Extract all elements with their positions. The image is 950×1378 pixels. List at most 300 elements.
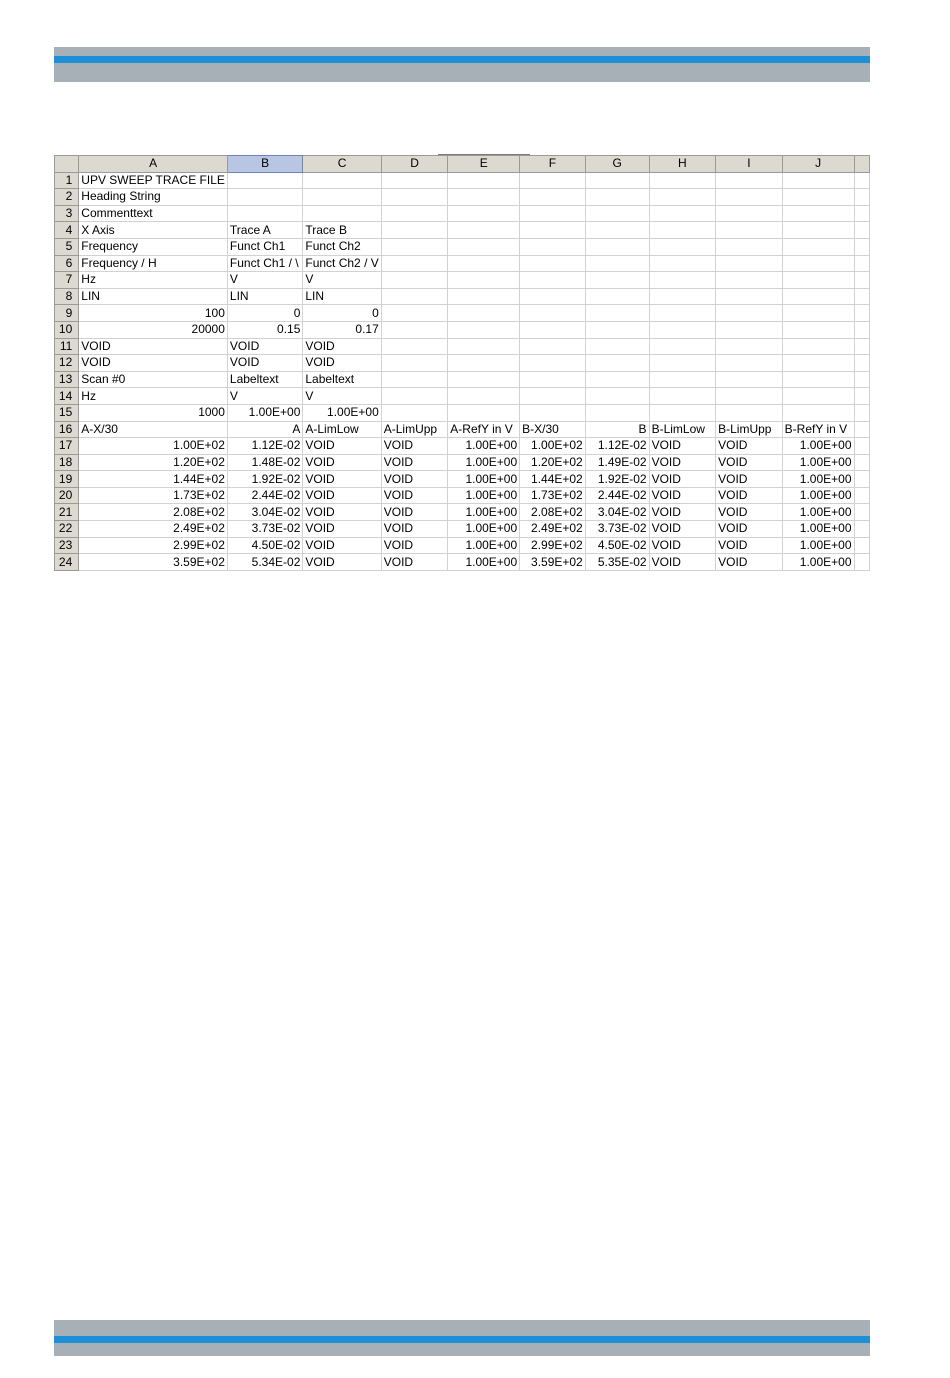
cell-overflow[interactable]: [854, 355, 869, 372]
cell-b17[interactable]: 1.12E-02: [227, 438, 302, 455]
cell-f8[interactable]: [520, 288, 586, 305]
spreadsheet-grid[interactable]: [54, 155, 870, 572]
cell-d18[interactable]: VOID: [381, 454, 448, 471]
cell-j17[interactable]: 1.00E+00: [782, 438, 854, 455]
cell-f6[interactable]: [520, 255, 586, 272]
cell-c16[interactable]: A-LimLow: [303, 421, 381, 438]
cell-i22[interactable]: VOID: [716, 521, 783, 538]
cell-c12[interactable]: VOID: [303, 355, 381, 372]
cell-overflow[interactable]: [854, 189, 869, 206]
cell-i24[interactable]: VOID: [716, 554, 783, 571]
cell-h3[interactable]: [649, 205, 716, 222]
cell-g16[interactable]: B: [585, 421, 649, 438]
cell-overflow[interactable]: [854, 172, 869, 189]
cell-j22[interactable]: 1.00E+00: [782, 521, 854, 538]
cell-c19[interactable]: VOID: [303, 471, 381, 488]
cell-j3[interactable]: [782, 205, 854, 222]
cell-a1[interactable]: UPV SWEEP TRACE FILE: [79, 172, 228, 189]
cell-b10[interactable]: 0.15: [227, 321, 302, 338]
cell-overflow[interactable]: [854, 454, 869, 471]
cell-h11[interactable]: [649, 338, 716, 355]
cell-c18[interactable]: VOID: [303, 454, 381, 471]
row-header[interactable]: 8: [55, 288, 79, 305]
cell-e11[interactable]: [448, 338, 520, 355]
cell-overflow[interactable]: [854, 255, 869, 272]
cell-d17[interactable]: VOID: [381, 438, 448, 455]
cell-overflow[interactable]: [854, 371, 869, 388]
cell-a9[interactable]: 100: [79, 305, 228, 322]
row-header[interactable]: 18: [55, 454, 79, 471]
row-header[interactable]: 2: [55, 189, 79, 206]
cell-h14[interactable]: [649, 388, 716, 405]
cell-j12[interactable]: [782, 355, 854, 372]
cell-overflow[interactable]: [854, 554, 869, 571]
cell-b11[interactable]: VOID: [227, 338, 302, 355]
column-header-h[interactable]: H: [649, 156, 716, 173]
cell-d2[interactable]: [381, 189, 448, 206]
row-header[interactable]: 9: [55, 305, 79, 322]
cell-i17[interactable]: VOID: [716, 438, 783, 455]
cell-overflow[interactable]: [854, 305, 869, 322]
cell-overflow[interactable]: [854, 238, 869, 255]
cell-f1[interactable]: [520, 172, 586, 189]
cell-d6[interactable]: [381, 255, 448, 272]
cell-f3[interactable]: [520, 205, 586, 222]
row-header[interactable]: 1: [55, 172, 79, 189]
row-header[interactable]: 6: [55, 255, 79, 272]
cell-i12[interactable]: [716, 355, 783, 372]
cell-e16[interactable]: A-RefY in V: [448, 421, 520, 438]
cell-overflow[interactable]: [854, 421, 869, 438]
cell-b23[interactable]: 4.50E-02: [227, 537, 302, 554]
cell-i8[interactable]: [716, 288, 783, 305]
column-header-b[interactable]: B: [227, 156, 302, 173]
column-header-overflow[interactable]: [854, 156, 869, 173]
cell-f16[interactable]: B-X/30: [520, 421, 586, 438]
cell-f22[interactable]: 2.49E+02: [520, 521, 586, 538]
cell-e4[interactable]: [448, 222, 520, 239]
cell-g15[interactable]: [585, 404, 649, 421]
row-header[interactable]: 12: [55, 355, 79, 372]
cell-g14[interactable]: [585, 388, 649, 405]
cell-h6[interactable]: [649, 255, 716, 272]
cell-a16[interactable]: A-X/30: [79, 421, 228, 438]
cell-j2[interactable]: [782, 189, 854, 206]
cell-d10[interactable]: [381, 321, 448, 338]
cell-i5[interactable]: [716, 238, 783, 255]
row-header[interactable]: 21: [55, 504, 79, 521]
cell-c22[interactable]: VOID: [303, 521, 381, 538]
cell-f10[interactable]: [520, 321, 586, 338]
cell-overflow[interactable]: [854, 521, 869, 538]
cell-i15[interactable]: [716, 404, 783, 421]
cell-b1[interactable]: [227, 172, 302, 189]
cell-g24[interactable]: 5.35E-02: [585, 554, 649, 571]
cell-f5[interactable]: [520, 238, 586, 255]
cell-e24[interactable]: 1.00E+00: [448, 554, 520, 571]
cell-i2[interactable]: [716, 189, 783, 206]
cell-j10[interactable]: [782, 321, 854, 338]
cell-g8[interactable]: [585, 288, 649, 305]
cell-g5[interactable]: [585, 238, 649, 255]
cell-e9[interactable]: [448, 305, 520, 322]
cell-h5[interactable]: [649, 238, 716, 255]
cell-a3[interactable]: Commenttext: [79, 205, 228, 222]
cell-c10[interactable]: 0.17: [303, 321, 381, 338]
cell-overflow[interactable]: [854, 338, 869, 355]
cell-i20[interactable]: VOID: [716, 487, 783, 504]
cell-j11[interactable]: [782, 338, 854, 355]
cell-c23[interactable]: VOID: [303, 537, 381, 554]
row-header[interactable]: 13: [55, 371, 79, 388]
cell-b16[interactable]: A: [227, 421, 302, 438]
cell-overflow[interactable]: [854, 222, 869, 239]
cell-i7[interactable]: [716, 272, 783, 289]
cell-h4[interactable]: [649, 222, 716, 239]
cell-g22[interactable]: 3.73E-02: [585, 521, 649, 538]
cell-f20[interactable]: 1.73E+02: [520, 487, 586, 504]
row-header[interactable]: 3: [55, 205, 79, 222]
cell-b15[interactable]: 1.00E+00: [227, 404, 302, 421]
cell-a24[interactable]: 3.59E+02: [79, 554, 228, 571]
cell-j24[interactable]: 1.00E+00: [782, 554, 854, 571]
cell-a18[interactable]: 1.20E+02: [79, 454, 228, 471]
cell-overflow[interactable]: [854, 388, 869, 405]
cell-d3[interactable]: [381, 205, 448, 222]
cell-i1[interactable]: [716, 172, 783, 189]
cell-d4[interactable]: [381, 222, 448, 239]
row-header[interactable]: 11: [55, 338, 79, 355]
cell-c14[interactable]: V: [303, 388, 381, 405]
cell-j16[interactable]: B-RefY in V: [782, 421, 854, 438]
column-header-i[interactable]: I: [716, 156, 783, 173]
cell-c20[interactable]: VOID: [303, 487, 381, 504]
cell-e7[interactable]: [448, 272, 520, 289]
cell-i18[interactable]: VOID: [716, 454, 783, 471]
cell-e21[interactable]: 1.00E+00: [448, 504, 520, 521]
cell-i21[interactable]: VOID: [716, 504, 783, 521]
row-header[interactable]: 10: [55, 321, 79, 338]
cell-c7[interactable]: V: [303, 272, 381, 289]
cell-a4[interactable]: X Axis: [79, 222, 228, 239]
cell-overflow[interactable]: [854, 438, 869, 455]
cell-e2[interactable]: [448, 189, 520, 206]
cell-b24[interactable]: 5.34E-02: [227, 554, 302, 571]
cell-i16[interactable]: B-LimUpp: [716, 421, 783, 438]
cell-a2[interactable]: Heading String: [79, 189, 228, 206]
cell-g10[interactable]: [585, 321, 649, 338]
cell-overflow[interactable]: [854, 471, 869, 488]
cell-j18[interactable]: 1.00E+00: [782, 454, 854, 471]
cell-c2[interactable]: [303, 189, 381, 206]
cell-b3[interactable]: [227, 205, 302, 222]
cell-f19[interactable]: 1.44E+02: [520, 471, 586, 488]
cell-overflow[interactable]: [854, 537, 869, 554]
cell-g21[interactable]: 3.04E-02: [585, 504, 649, 521]
column-header-a[interactable]: A: [79, 156, 228, 173]
row-header[interactable]: 7: [55, 272, 79, 289]
cell-e10[interactable]: [448, 321, 520, 338]
cell-i14[interactable]: [716, 388, 783, 405]
cell-b14[interactable]: V: [227, 388, 302, 405]
cell-h10[interactable]: [649, 321, 716, 338]
cell-b12[interactable]: VOID: [227, 355, 302, 372]
column-header-j[interactable]: J: [782, 156, 854, 173]
column-header-c[interactable]: C: [303, 156, 381, 173]
cell-g19[interactable]: 1.92E-02: [585, 471, 649, 488]
cell-g1[interactable]: [585, 172, 649, 189]
cell-g2[interactable]: [585, 189, 649, 206]
cell-c11[interactable]: VOID: [303, 338, 381, 355]
cell-f17[interactable]: 1.00E+02: [520, 438, 586, 455]
column-header-e[interactable]: E: [448, 156, 520, 173]
cell-h7[interactable]: [649, 272, 716, 289]
cell-e17[interactable]: 1.00E+00: [448, 438, 520, 455]
cell-c5[interactable]: Funct Ch2: [303, 238, 381, 255]
cell-a5[interactable]: Frequency: [79, 238, 228, 255]
column-header-g[interactable]: G: [585, 156, 649, 173]
cell-a13[interactable]: Scan #0: [79, 371, 228, 388]
cell-h23[interactable]: VOID: [649, 537, 716, 554]
cell-b13[interactable]: Labeltext: [227, 371, 302, 388]
cell-c13[interactable]: Labeltext: [303, 371, 381, 388]
cell-a22[interactable]: 2.49E+02: [79, 521, 228, 538]
cell-j13[interactable]: [782, 371, 854, 388]
cell-f14[interactable]: [520, 388, 586, 405]
cell-h24[interactable]: VOID: [649, 554, 716, 571]
cell-overflow[interactable]: [854, 487, 869, 504]
cell-b8[interactable]: LIN: [227, 288, 302, 305]
cell-e20[interactable]: 1.00E+00: [448, 487, 520, 504]
cell-h18[interactable]: VOID: [649, 454, 716, 471]
cell-c4[interactable]: Trace B: [303, 222, 381, 239]
cell-j21[interactable]: 1.00E+00: [782, 504, 854, 521]
cell-f11[interactable]: [520, 338, 586, 355]
cell-j14[interactable]: [782, 388, 854, 405]
cell-c15[interactable]: 1.00E+00: [303, 404, 381, 421]
cell-d8[interactable]: [381, 288, 448, 305]
row-header[interactable]: 19: [55, 471, 79, 488]
cell-g17[interactable]: 1.12E-02: [585, 438, 649, 455]
cell-g11[interactable]: [585, 338, 649, 355]
cell-j5[interactable]: [782, 238, 854, 255]
cell-i10[interactable]: [716, 321, 783, 338]
cell-i3[interactable]: [716, 205, 783, 222]
cell-c8[interactable]: LIN: [303, 288, 381, 305]
cell-f18[interactable]: 1.20E+02: [520, 454, 586, 471]
cell-j20[interactable]: 1.00E+00: [782, 487, 854, 504]
row-header[interactable]: 16: [55, 421, 79, 438]
cell-overflow[interactable]: [854, 272, 869, 289]
row-header[interactable]: 23: [55, 537, 79, 554]
cell-h1[interactable]: [649, 172, 716, 189]
cell-d9[interactable]: [381, 305, 448, 322]
cell-a14[interactable]: Hz: [79, 388, 228, 405]
row-header[interactable]: 20: [55, 487, 79, 504]
cell-h15[interactable]: [649, 404, 716, 421]
cell-b2[interactable]: [227, 189, 302, 206]
cell-c6[interactable]: Funct Ch2 / V: [303, 255, 381, 272]
cell-d12[interactable]: [381, 355, 448, 372]
cell-e13[interactable]: [448, 371, 520, 388]
cell-d21[interactable]: VOID: [381, 504, 448, 521]
cell-h2[interactable]: [649, 189, 716, 206]
cell-d15[interactable]: [381, 404, 448, 421]
cell-j6[interactable]: [782, 255, 854, 272]
cell-j1[interactable]: [782, 172, 854, 189]
row-header[interactable]: 22: [55, 521, 79, 538]
cell-f23[interactable]: 2.99E+02: [520, 537, 586, 554]
cell-h16[interactable]: B-LimLow: [649, 421, 716, 438]
cell-b20[interactable]: 2.44E-02: [227, 487, 302, 504]
cell-g4[interactable]: [585, 222, 649, 239]
cell-b21[interactable]: 3.04E-02: [227, 504, 302, 521]
cell-b5[interactable]: Funct Ch1: [227, 238, 302, 255]
cell-d20[interactable]: VOID: [381, 487, 448, 504]
cell-f4[interactable]: [520, 222, 586, 239]
cell-j7[interactable]: [782, 272, 854, 289]
cell-f13[interactable]: [520, 371, 586, 388]
cell-e1[interactable]: [448, 172, 520, 189]
cell-g18[interactable]: 1.49E-02: [585, 454, 649, 471]
row-header[interactable]: 14: [55, 388, 79, 405]
cell-a11[interactable]: VOID: [79, 338, 228, 355]
cell-d23[interactable]: VOID: [381, 537, 448, 554]
cell-g9[interactable]: [585, 305, 649, 322]
cell-j4[interactable]: [782, 222, 854, 239]
cell-f15[interactable]: [520, 404, 586, 421]
cell-a12[interactable]: VOID: [79, 355, 228, 372]
cell-a19[interactable]: 1.44E+02: [79, 471, 228, 488]
cell-a8[interactable]: LIN: [79, 288, 228, 305]
cell-d5[interactable]: [381, 238, 448, 255]
cell-e6[interactable]: [448, 255, 520, 272]
cell-a7[interactable]: Hz: [79, 272, 228, 289]
cell-e12[interactable]: [448, 355, 520, 372]
cell-g13[interactable]: [585, 371, 649, 388]
select-all-corner[interactable]: [55, 156, 79, 173]
cell-j15[interactable]: [782, 404, 854, 421]
row-header[interactable]: 4: [55, 222, 79, 239]
cell-d24[interactable]: VOID: [381, 554, 448, 571]
column-header-f[interactable]: F: [520, 156, 586, 173]
cell-e18[interactable]: 1.00E+00: [448, 454, 520, 471]
cell-b9[interactable]: 0: [227, 305, 302, 322]
cell-a10[interactable]: 20000: [79, 321, 228, 338]
cell-c21[interactable]: VOID: [303, 504, 381, 521]
cell-j8[interactable]: [782, 288, 854, 305]
cell-h17[interactable]: VOID: [649, 438, 716, 455]
cell-g6[interactable]: [585, 255, 649, 272]
cell-j19[interactable]: 1.00E+00: [782, 471, 854, 488]
cell-a6[interactable]: Frequency / H: [79, 255, 228, 272]
cell-f7[interactable]: [520, 272, 586, 289]
cell-c1[interactable]: [303, 172, 381, 189]
cell-e19[interactable]: 1.00E+00: [448, 471, 520, 488]
cell-e22[interactable]: 1.00E+00: [448, 521, 520, 538]
cell-i6[interactable]: [716, 255, 783, 272]
cell-h12[interactable]: [649, 355, 716, 372]
cell-d16[interactable]: A-LimUpp: [381, 421, 448, 438]
cell-h9[interactable]: [649, 305, 716, 322]
cell-overflow[interactable]: [854, 404, 869, 421]
cell-h13[interactable]: [649, 371, 716, 388]
cell-g23[interactable]: 4.50E-02: [585, 537, 649, 554]
cell-d13[interactable]: [381, 371, 448, 388]
cell-i19[interactable]: VOID: [716, 471, 783, 488]
row-header[interactable]: 15: [55, 404, 79, 421]
cell-g3[interactable]: [585, 205, 649, 222]
cell-a17[interactable]: 1.00E+02: [79, 438, 228, 455]
cell-e15[interactable]: [448, 404, 520, 421]
cell-overflow[interactable]: [854, 504, 869, 521]
cell-c17[interactable]: VOID: [303, 438, 381, 455]
cell-f9[interactable]: [520, 305, 586, 322]
cell-f2[interactable]: [520, 189, 586, 206]
cell-h21[interactable]: VOID: [649, 504, 716, 521]
cell-d14[interactable]: [381, 388, 448, 405]
cell-d11[interactable]: [381, 338, 448, 355]
cell-h8[interactable]: [649, 288, 716, 305]
cell-overflow[interactable]: [854, 205, 869, 222]
cell-d7[interactable]: [381, 272, 448, 289]
cell-i4[interactable]: [716, 222, 783, 239]
row-header[interactable]: 24: [55, 554, 79, 571]
cell-b19[interactable]: 1.92E-02: [227, 471, 302, 488]
cell-a21[interactable]: 2.08E+02: [79, 504, 228, 521]
cell-f24[interactable]: 3.59E+02: [520, 554, 586, 571]
cell-i11[interactable]: [716, 338, 783, 355]
row-header[interactable]: 17: [55, 438, 79, 455]
cell-j23[interactable]: 1.00E+00: [782, 537, 854, 554]
cell-e5[interactable]: [448, 238, 520, 255]
cell-c3[interactable]: [303, 205, 381, 222]
cell-b18[interactable]: 1.48E-02: [227, 454, 302, 471]
cell-i23[interactable]: VOID: [716, 537, 783, 554]
cell-g7[interactable]: [585, 272, 649, 289]
cell-c9[interactable]: 0: [303, 305, 381, 322]
cell-f21[interactable]: 2.08E+02: [520, 504, 586, 521]
cell-a23[interactable]: 2.99E+02: [79, 537, 228, 554]
cell-b7[interactable]: V: [227, 272, 302, 289]
cell-i13[interactable]: [716, 371, 783, 388]
cell-g20[interactable]: 2.44E-02: [585, 487, 649, 504]
cell-j9[interactable]: [782, 305, 854, 322]
cell-overflow[interactable]: [854, 321, 869, 338]
cell-h22[interactable]: VOID: [649, 521, 716, 538]
cell-overflow[interactable]: [854, 288, 869, 305]
cell-e3[interactable]: [448, 205, 520, 222]
row-header[interactable]: 5: [55, 238, 79, 255]
cell-a20[interactable]: 1.73E+02: [79, 487, 228, 504]
column-header-d[interactable]: D: [381, 156, 448, 173]
cell-g12[interactable]: [585, 355, 649, 372]
cell-d19[interactable]: VOID: [381, 471, 448, 488]
cell-b6[interactable]: Funct Ch1 / \: [227, 255, 302, 272]
cell-c24[interactable]: VOID: [303, 554, 381, 571]
cell-h20[interactable]: VOID: [649, 487, 716, 504]
cell-b4[interactable]: Trace A: [227, 222, 302, 239]
cell-d22[interactable]: VOID: [381, 521, 448, 538]
cell-a15[interactable]: 1000: [79, 404, 228, 421]
cell-b22[interactable]: 3.73E-02: [227, 521, 302, 538]
cell-i9[interactable]: [716, 305, 783, 322]
cell-h19[interactable]: VOID: [649, 471, 716, 488]
cell-e8[interactable]: [448, 288, 520, 305]
cell-e23[interactable]: 1.00E+00: [448, 537, 520, 554]
cell-e14[interactable]: [448, 388, 520, 405]
cell-f12[interactable]: [520, 355, 586, 372]
